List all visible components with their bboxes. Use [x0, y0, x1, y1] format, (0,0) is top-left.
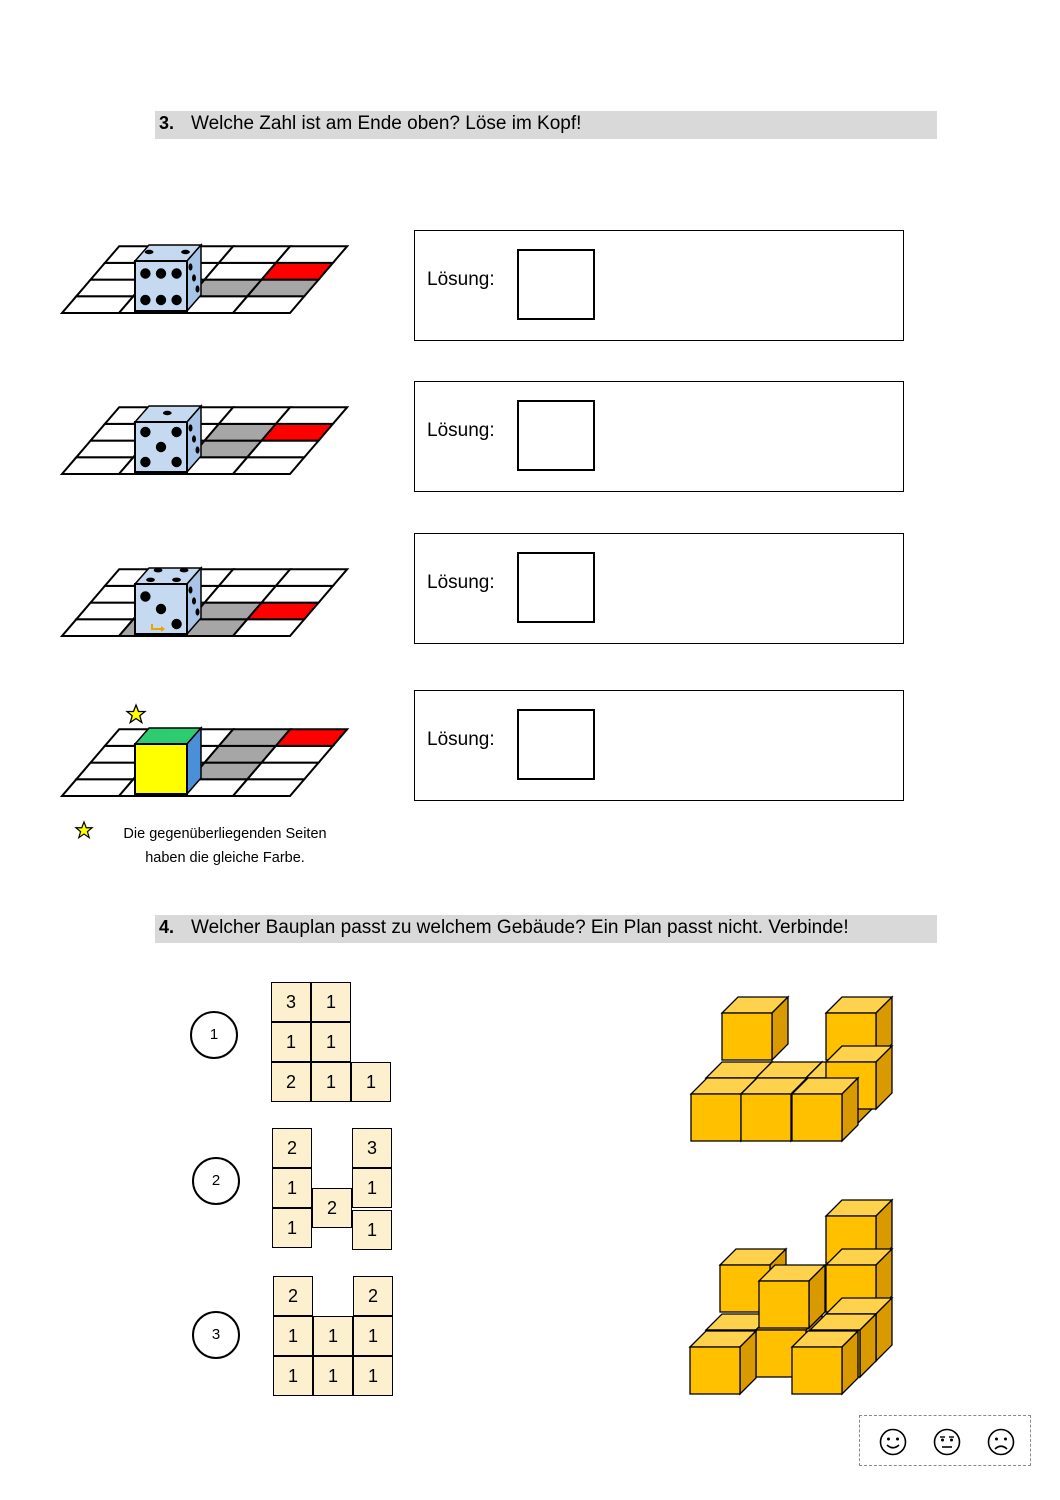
star-icon — [127, 705, 145, 723]
die-pip — [181, 250, 190, 254]
building1-cube — [826, 1046, 892, 1109]
grid-cell — [119, 296, 190, 313]
answer-label: Lösung: — [427, 572, 495, 593]
cube-side — [187, 568, 201, 634]
plan-3-cell: 1 — [273, 1356, 313, 1396]
grid-cell — [62, 296, 133, 313]
grid-cell — [190, 763, 261, 780]
task3-title: Welche Zahl ist am Ende oben? Löse im Kopf! — [191, 113, 582, 134]
die-pip — [163, 411, 172, 415]
plan-1-cell: 3 — [271, 982, 311, 1022]
cube-front-face — [759, 1281, 809, 1328]
cube-top-face — [706, 1062, 772, 1078]
cube-side-face — [740, 1331, 756, 1394]
cube-front-face — [720, 1265, 770, 1312]
grid-cell — [190, 441, 261, 458]
die-pip — [156, 604, 166, 614]
plan-circle-3[interactable] — [192, 1311, 240, 1359]
happy-face-icon[interactable] — [879, 1428, 907, 1456]
cube-side-face — [876, 1249, 892, 1312]
grid-cell — [105, 569, 176, 586]
grid-cell — [276, 569, 347, 586]
grid-cell — [91, 263, 162, 280]
die-pip — [192, 597, 196, 604]
plan-3-cell: 2 — [273, 1276, 313, 1316]
die-pip — [171, 457, 181, 467]
answer-box-1 — [414, 230, 904, 341]
grid-cell — [62, 457, 133, 474]
grid-cell — [176, 457, 247, 474]
grid-cell — [133, 763, 204, 780]
building2-cube — [756, 1314, 822, 1377]
cube-side-face — [860, 1314, 876, 1377]
cube-top-face — [810, 1314, 876, 1330]
grid-cell — [276, 407, 347, 424]
building2-cube — [706, 1314, 772, 1377]
task4-title: Welcher Bauplan passt zu welchem Gebäude? Ein Plan passt nicht. Verbinde! — [191, 917, 849, 938]
cube-front-face — [806, 1078, 856, 1125]
grid-cell — [262, 424, 333, 441]
grid-cell — [62, 779, 133, 796]
cube-front-face — [810, 1330, 860, 1377]
task4-number: 4. — [159, 917, 175, 937]
die-pip — [140, 457, 150, 467]
answer-field-2[interactable] — [517, 400, 595, 471]
grid-cell — [176, 619, 247, 636]
plan-circle-1[interactable] — [190, 1011, 238, 1059]
plan-2-cell: 2 — [272, 1128, 312, 1168]
grid-figure-3 — [62, 568, 347, 636]
plan-1-cell: 1 — [311, 1062, 351, 1102]
die-pip — [192, 274, 196, 281]
grid-cell — [219, 569, 290, 586]
plan-1-cell: 1 — [351, 1062, 391, 1102]
grid-cell — [76, 763, 147, 780]
grid-cell — [62, 619, 133, 636]
plan-2-cell: 2 — [312, 1188, 352, 1228]
grid-cell — [133, 280, 204, 297]
turn-arrow-icon — [152, 624, 161, 629]
cube-front-face — [722, 1013, 772, 1060]
plan-3-cell: 1 — [353, 1316, 393, 1356]
cube-front-face — [756, 1330, 806, 1377]
cube-front-face — [741, 1094, 791, 1141]
plan-1-cell: 2 — [271, 1062, 311, 1102]
cube-top-face — [806, 1062, 872, 1078]
die-pip — [156, 295, 166, 305]
cube-front-face — [792, 1347, 842, 1394]
die-pip — [156, 268, 166, 278]
grid-cell — [176, 296, 247, 313]
cube-side-face — [876, 1200, 892, 1263]
building1-cube — [826, 997, 892, 1060]
cube-side-face — [806, 1062, 822, 1125]
cube-front-face — [826, 1265, 876, 1312]
grid-cell — [205, 586, 276, 603]
grid-cell — [176, 779, 247, 796]
grid-cell — [219, 246, 290, 263]
grid-cell — [76, 603, 147, 620]
cube-side-face — [876, 1298, 892, 1361]
cube-side-face — [741, 1078, 757, 1141]
plan-1-cell: 1 — [311, 982, 351, 1022]
grid-cell — [76, 280, 147, 297]
grid-cell — [133, 603, 204, 620]
cube-front-face — [706, 1330, 756, 1377]
grid-cell — [247, 441, 318, 458]
die-pip — [196, 285, 200, 292]
self-assessment-box — [859, 1415, 1031, 1466]
cube-front-face — [690, 1347, 740, 1394]
grid-cell — [148, 424, 219, 441]
die-pip — [192, 435, 196, 442]
answer-box-2 — [414, 381, 904, 492]
task3-number: 3. — [159, 113, 175, 133]
cube-front-face — [826, 1216, 876, 1263]
die-pip — [189, 263, 193, 270]
cube-front — [135, 422, 187, 472]
cube-side-face — [772, 997, 788, 1060]
cube-front — [135, 261, 187, 311]
grid-cell — [262, 746, 333, 763]
grid-cell — [190, 603, 261, 620]
answer-field-1[interactable] — [517, 249, 595, 320]
grid-cell — [105, 407, 176, 424]
die-pip — [140, 591, 150, 601]
building2-cube — [720, 1249, 786, 1312]
cube-top-face — [722, 997, 788, 1013]
grid-cell — [119, 619, 190, 636]
die-pip — [171, 268, 181, 278]
cube-top-face — [792, 1078, 858, 1094]
cube-top — [135, 406, 201, 422]
cube-top — [135, 568, 201, 584]
cube-top-face — [756, 1314, 822, 1330]
grid-cell — [105, 246, 176, 263]
grid-cell — [162, 246, 233, 263]
grid-cell — [233, 457, 304, 474]
cube-side — [187, 406, 201, 472]
star-icon — [75, 821, 93, 839]
die-pip — [140, 295, 150, 305]
cube-top — [135, 728, 201, 744]
cube-side-face — [791, 1078, 807, 1141]
grid-cell — [276, 729, 347, 746]
cube-top — [135, 245, 201, 261]
answer-field-3[interactable] — [517, 552, 595, 623]
plan-label-1: 1 — [209, 1026, 219, 1043]
grid-figure-1 — [62, 245, 347, 313]
neutral-face-icon[interactable] — [933, 1428, 961, 1456]
grid-cell — [162, 729, 233, 746]
cube-side-face — [770, 1249, 786, 1312]
plan-3-cell: 1 — [353, 1356, 393, 1396]
cube-front-face — [826, 1013, 876, 1060]
grid-cell — [247, 763, 318, 780]
plan-3-cell: 1 — [313, 1356, 353, 1396]
plan-3-cell: 1 — [313, 1316, 353, 1356]
building1-cube — [722, 997, 788, 1060]
cube-front-face — [826, 1062, 876, 1109]
grid-cell — [162, 569, 233, 586]
die-pip — [145, 250, 154, 254]
die-pip — [196, 608, 200, 615]
answer-box-4 — [414, 690, 904, 801]
cube-top-face — [741, 1078, 807, 1094]
grid-figure-2 — [62, 406, 347, 474]
grid-cell — [262, 263, 333, 280]
grid-cell — [205, 746, 276, 763]
task4-header — [155, 915, 937, 943]
sad-face-icon[interactable] — [987, 1428, 1015, 1456]
plan-1-cell: 1 — [271, 1022, 311, 1062]
grid-cell — [247, 280, 318, 297]
grid-cell — [262, 586, 333, 603]
die-pip — [154, 568, 163, 572]
building2-cube — [690, 1331, 756, 1394]
cube-front-face — [756, 1078, 806, 1125]
grid-cell — [162, 407, 233, 424]
cube-side-face — [856, 1062, 872, 1125]
building2-cube — [810, 1314, 876, 1377]
cube-front-face — [706, 1078, 756, 1125]
building2-cube — [792, 1331, 858, 1394]
die-pip — [140, 427, 150, 437]
cube-top-face — [756, 1062, 822, 1078]
grid-cell — [233, 619, 304, 636]
die-pip — [172, 578, 181, 582]
grid-cell — [91, 424, 162, 441]
cube-side-face — [806, 1314, 822, 1377]
cube-side-face — [756, 1062, 772, 1125]
die-pip — [171, 619, 181, 629]
cube-front-face — [691, 1094, 741, 1141]
die-pip — [180, 568, 189, 572]
die-pip — [196, 446, 200, 453]
building1-cube — [741, 1078, 807, 1141]
answer-label: Lösung: — [427, 729, 495, 750]
grid-figure-4 — [62, 705, 347, 796]
building1-cube — [691, 1078, 757, 1141]
building1-cube — [792, 1078, 858, 1141]
grid-cell — [119, 779, 190, 796]
grid-cell — [190, 280, 261, 297]
cube-front-face — [792, 1094, 842, 1141]
grid-cell — [148, 586, 219, 603]
answer-box-3 — [414, 533, 904, 644]
cube-top-face — [792, 1331, 858, 1347]
cube-top-face — [691, 1078, 757, 1094]
answer-label: Lösung: — [427, 420, 495, 441]
cube-side-face — [842, 1078, 858, 1141]
plan-2-cell: 1 — [272, 1208, 312, 1248]
cube-side — [187, 728, 201, 794]
grid-cell — [276, 246, 347, 263]
star-note-line2: haben die gleiche Farbe. — [145, 850, 305, 866]
grid-cell — [233, 296, 304, 313]
plan-3-cell: 1 — [273, 1316, 313, 1356]
grid-cell — [233, 779, 304, 796]
cube-top-face — [720, 1249, 786, 1265]
grid-cell — [133, 441, 204, 458]
die-pip — [171, 427, 181, 437]
grid-cell — [91, 746, 162, 763]
building1-cube — [806, 1062, 872, 1125]
building2-cube — [826, 1249, 892, 1312]
grid-cell — [148, 263, 219, 280]
building2-cube — [826, 1298, 892, 1361]
grid-cell — [105, 729, 176, 746]
plan-label-2: 2 — [211, 1172, 221, 1189]
cube-top-face — [706, 1314, 772, 1330]
task3-header — [155, 111, 937, 139]
grid-cell — [205, 263, 276, 280]
die-pip — [189, 586, 193, 593]
star-note-line1: Die gegenüberliegenden Seiten — [123, 826, 327, 842]
cube-top-face — [826, 1200, 892, 1216]
die-pip — [171, 295, 181, 305]
grid-cell — [219, 407, 290, 424]
cube-side — [187, 245, 201, 311]
plan-2-cell: 1 — [352, 1210, 392, 1250]
building1-cube — [756, 1062, 822, 1125]
answer-field-4[interactable] — [517, 709, 595, 780]
grid-cell — [148, 746, 219, 763]
die-pip — [146, 578, 155, 582]
cube-top-face — [826, 1046, 892, 1062]
cube-top-face — [826, 1298, 892, 1314]
grid-cell — [205, 424, 276, 441]
cube-top-face — [759, 1265, 825, 1281]
cube-front — [135, 744, 187, 794]
building2-cube — [759, 1265, 825, 1328]
turn-arrow-head — [161, 626, 165, 632]
cube-side-face — [756, 1314, 772, 1377]
answer-label: Lösung: — [427, 269, 495, 290]
cube-top-face — [826, 997, 892, 1013]
die-pip — [189, 424, 193, 431]
plan-circle-2[interactable] — [192, 1157, 240, 1205]
cube-top-face — [826, 1249, 892, 1265]
plan-label-3: 3 — [211, 1326, 221, 1343]
cube-front-face — [826, 1314, 876, 1361]
grid-cell — [119, 457, 190, 474]
cube-front — [135, 584, 187, 634]
star-note — [112, 822, 338, 870]
grid-cell — [247, 603, 318, 620]
plan-2-cell: 3 — [352, 1128, 392, 1168]
grid-cell — [219, 729, 290, 746]
plan-1-cell: 1 — [311, 1022, 351, 1062]
plan-2-cell: 1 — [352, 1168, 392, 1208]
grid-cell — [91, 586, 162, 603]
die-pip — [156, 442, 166, 452]
cube-side-face — [876, 997, 892, 1060]
cube-top-face — [690, 1331, 756, 1347]
cube-side-face — [876, 1046, 892, 1109]
die-pip — [140, 268, 150, 278]
building1-cube — [706, 1062, 772, 1125]
building2-cube — [826, 1200, 892, 1263]
cube-side-face — [842, 1331, 858, 1394]
plan-2-cell: 1 — [272, 1168, 312, 1208]
plan-3-cell: 2 — [353, 1276, 393, 1316]
cube-side-face — [809, 1265, 825, 1328]
grid-cell — [76, 441, 147, 458]
